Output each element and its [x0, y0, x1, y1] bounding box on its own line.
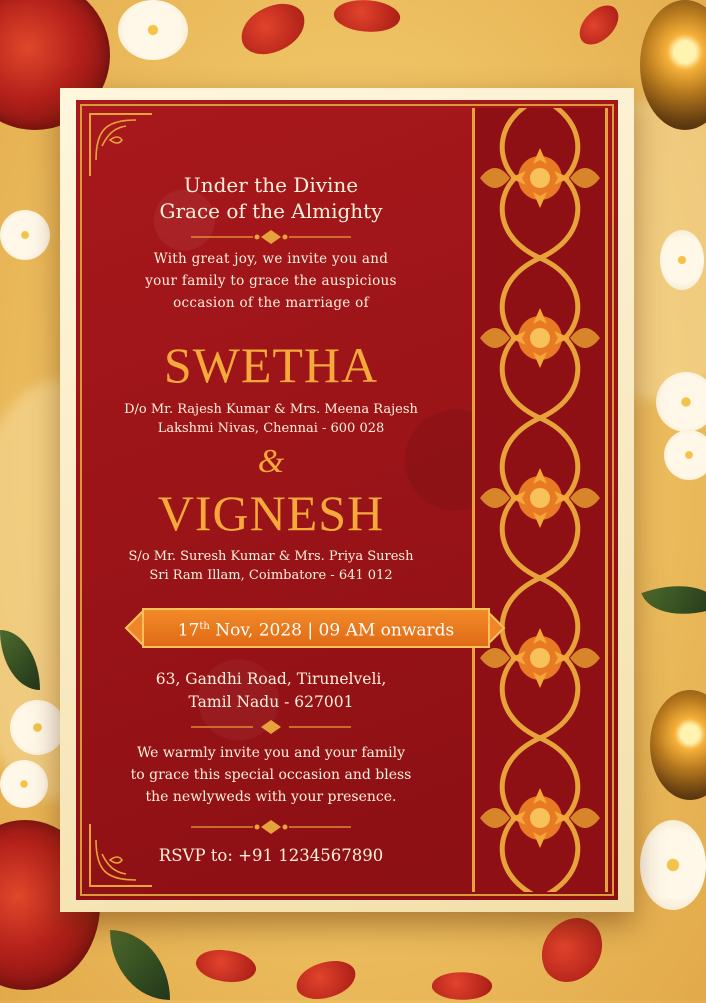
rose-petal	[572, 0, 627, 50]
rose-petal	[532, 911, 613, 989]
rose-petal	[332, 0, 403, 37]
ornament-divider-icon	[191, 720, 351, 734]
card-panel	[76, 100, 618, 900]
venue-address	[76, 668, 466, 714]
groom-details	[76, 547, 466, 585]
leaf	[110, 930, 170, 1000]
date-time: Nov, 2028 | 09 AM onwards	[209, 620, 455, 641]
rose-petal	[294, 958, 358, 1002]
invite-line: occasion of the marriage of	[173, 295, 369, 311]
white-flower	[0, 760, 48, 808]
venue-line: Tamil Nadu - 627001	[188, 693, 354, 711]
invitation-card	[60, 88, 634, 912]
groom-address: Sri Ram Illam, Coimbatore - 641 012	[149, 568, 393, 583]
groom-parents: S/o Mr. Suresh Kumar & Mrs. Priya Suresh	[128, 549, 414, 564]
corner-ornament-icon	[86, 110, 156, 180]
ornament-divider-icon	[191, 820, 351, 834]
white-flower	[640, 820, 706, 910]
white-flower	[10, 700, 65, 755]
invite-line: With great joy, we invite you and	[153, 251, 389, 267]
blessing-line: Under the Divine	[183, 173, 359, 197]
closing-line: We warmly invite you and your family	[136, 745, 406, 761]
white-flower	[0, 210, 50, 260]
rose-petal	[431, 969, 494, 1003]
white-flower	[118, 0, 188, 60]
bride-address: Lakshmi Nivas, Chennai - 600 028	[157, 421, 385, 436]
damask-pattern-icon	[475, 108, 605, 892]
white-flower	[660, 230, 704, 290]
date-day: 17	[177, 620, 200, 641]
leaf	[641, 569, 706, 631]
oil-lamp-icon	[650, 690, 706, 800]
closing-line: to grace this special occasion and bless	[130, 767, 412, 783]
closing-message	[76, 742, 466, 808]
bride-name: SWETHA	[163, 337, 379, 393]
venue-line: 63, Gandhi Road, Tirunelveli,	[155, 670, 387, 688]
invite-line: your family to grace the auspicious	[145, 273, 397, 289]
white-flower	[656, 372, 706, 432]
white-flower	[664, 430, 706, 480]
ornament-divider-icon	[191, 230, 351, 244]
date-suffix: th	[199, 621, 210, 632]
rose-petal	[235, 0, 311, 60]
bride-details	[76, 400, 466, 438]
bride-parents: D/o Mr. Rajesh Kumar & Mrs. Meena Rajesh	[124, 402, 418, 417]
invitation-message	[76, 248, 466, 314]
blessing-line: Grace of the Almighty	[159, 199, 383, 223]
closing-line: the newlyweds with your presence.	[145, 789, 397, 805]
ornamental-border	[472, 108, 608, 892]
blessing-heading	[76, 172, 466, 224]
date-banner	[142, 608, 490, 648]
groom-name: VIGNESH	[157, 485, 385, 541]
rsvp-contact: RSVP to: +91 1234567890	[158, 846, 384, 865]
rose-petal	[193, 943, 259, 989]
ampersand: &	[257, 443, 285, 480]
